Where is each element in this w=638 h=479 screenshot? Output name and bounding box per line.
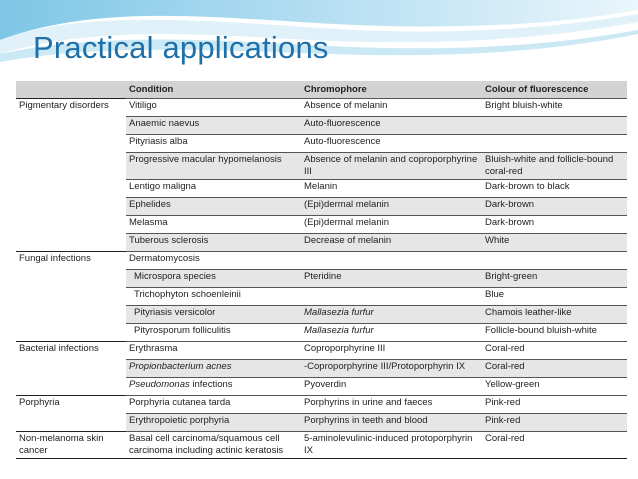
row-chromophore (301, 252, 482, 270)
row-colour: Dark-brown (482, 198, 627, 216)
row-colour (482, 252, 627, 270)
row-chromophore (301, 288, 482, 306)
row-category (16, 288, 126, 306)
row-condition: Erythropoietic porphyria (126, 414, 301, 432)
row-chromophore: -Coproporphyrine III/Protoporphyrin IX (301, 360, 482, 378)
row-condition: Pityrosporum folliculitis (126, 324, 301, 342)
row-condition: Basal cell carcinoma/squamous cell carcinoma including actinic keratosis (126, 432, 301, 459)
row-colour: Pink-red (482, 414, 627, 432)
row-chromophore: Absence of melanin and coproporphyrine III (301, 153, 482, 180)
row-condition: Dermatomycosis (126, 252, 301, 270)
table-row (16, 414, 627, 432)
row-chromophore: Porphyrins in teeth and blood (301, 414, 482, 432)
table-row (16, 378, 627, 396)
row-colour (482, 135, 627, 153)
row-colour: Follicle-bound bluish-white (482, 324, 627, 342)
condition-italic: Pseudomonas (129, 379, 190, 390)
row-condition: Pseudomonas infections (126, 378, 301, 396)
table-row (16, 432, 627, 459)
table-row (16, 342, 627, 360)
row-condition: Microspora species (126, 270, 301, 288)
header-colour: Colour of fluorescence (482, 81, 627, 99)
row-chromophore: Pyoverdin (301, 378, 482, 396)
row-category (16, 414, 126, 432)
row-colour: Blue (482, 288, 627, 306)
chromophore-italic: Mallasezia furfur (304, 325, 374, 336)
row-category (16, 234, 126, 252)
row-colour: Coral-red (482, 342, 627, 360)
row-category (16, 360, 126, 378)
header-chromophore: Chromophore (301, 81, 482, 99)
table-row (16, 153, 627, 180)
row-condition: Tuberous sclerosis (126, 234, 301, 252)
row-colour: Coral-red (482, 360, 627, 378)
row-condition: Lentigo maligna (126, 180, 301, 198)
row-category (16, 153, 126, 180)
table-row (16, 360, 627, 378)
row-condition: Pityriasis versicolor (126, 306, 301, 324)
row-condition (126, 360, 301, 378)
table-header-row (16, 81, 627, 99)
row-condition: Melasma (126, 216, 301, 234)
table-row (16, 270, 627, 288)
header-condition: Condition (126, 81, 301, 99)
row-colour: Bluish-white and follicle-bound coral-red (482, 153, 627, 180)
table-row (16, 99, 627, 117)
row-colour: Yellow-green (482, 378, 627, 396)
row-chromophore: 5-aminolevulinic-induced protoporphyrin IX (301, 432, 482, 459)
row-chromophore: (Epi)dermal melanin (301, 216, 482, 234)
row-category (16, 198, 126, 216)
row-chromophore (301, 324, 482, 342)
row-condition: Erythrasma (126, 342, 301, 360)
row-category: Bacterial infections (16, 342, 126, 360)
row-colour: Coral-red (482, 432, 627, 459)
row-category: Non-melanoma skin cancer (16, 432, 126, 459)
row-category (16, 270, 126, 288)
row-colour: Bright-green (482, 270, 627, 288)
table-row (16, 180, 627, 198)
row-colour: Bright bluish-white (482, 99, 627, 117)
fluorescence-table (16, 81, 627, 459)
table-body (16, 99, 627, 459)
row-category (16, 180, 126, 198)
table-row (16, 198, 627, 216)
row-condition: Trichophyton schoenleinii (126, 288, 301, 306)
row-condition: Ephelides (126, 198, 301, 216)
table-row (16, 252, 627, 270)
row-chromophore: Auto-fluorescence (301, 117, 482, 135)
row-condition: Vitiligo (126, 99, 301, 117)
row-colour: Pink-red (482, 396, 627, 414)
row-chromophore: Decrease of melanin (301, 234, 482, 252)
row-chromophore: (Epi)dermal melanin (301, 198, 482, 216)
row-category: Pigmentary disorders (16, 99, 126, 117)
row-chromophore (301, 306, 482, 324)
row-chromophore: Absence of melanin (301, 99, 482, 117)
chromophore-italic: Mallasezia furfur (304, 307, 374, 318)
page-title: Practical applications (33, 30, 329, 65)
row-category: Fungal infections (16, 252, 126, 270)
row-category (16, 135, 126, 153)
table-row (16, 288, 627, 306)
row-category (16, 378, 126, 396)
row-colour (482, 117, 627, 135)
row-colour: White (482, 234, 627, 252)
row-colour: Dark-brown (482, 216, 627, 234)
row-category (16, 306, 126, 324)
table-row (16, 216, 627, 234)
header-category (16, 81, 126, 99)
row-category (16, 216, 126, 234)
row-condition: Anaemic naevus (126, 117, 301, 135)
row-colour: Dark-brown to black (482, 180, 627, 198)
table-row (16, 324, 627, 342)
row-condition: Pityriasis alba (126, 135, 301, 153)
row-condition: Porphyria cutanea tarda (126, 396, 301, 414)
row-category (16, 117, 126, 135)
table-row (16, 234, 627, 252)
row-chromophore: Melanin (301, 180, 482, 198)
table-row (16, 117, 627, 135)
row-category (16, 324, 126, 342)
row-category: Porphyria (16, 396, 126, 414)
row-chromophore: Porphyrins in urine and faeces (301, 396, 482, 414)
row-chromophore: Coproporphyrine III (301, 342, 482, 360)
table-row (16, 396, 627, 414)
row-colour: Chamois leather-like (482, 306, 627, 324)
row-chromophore: Auto-fluorescence (301, 135, 482, 153)
condition-italic: Propionbacterium acnes (129, 361, 232, 372)
table-row (16, 135, 627, 153)
row-condition: Progressive macular hypomelanosis (126, 153, 301, 180)
row-chromophore: Pteridine (301, 270, 482, 288)
table-row (16, 306, 627, 324)
